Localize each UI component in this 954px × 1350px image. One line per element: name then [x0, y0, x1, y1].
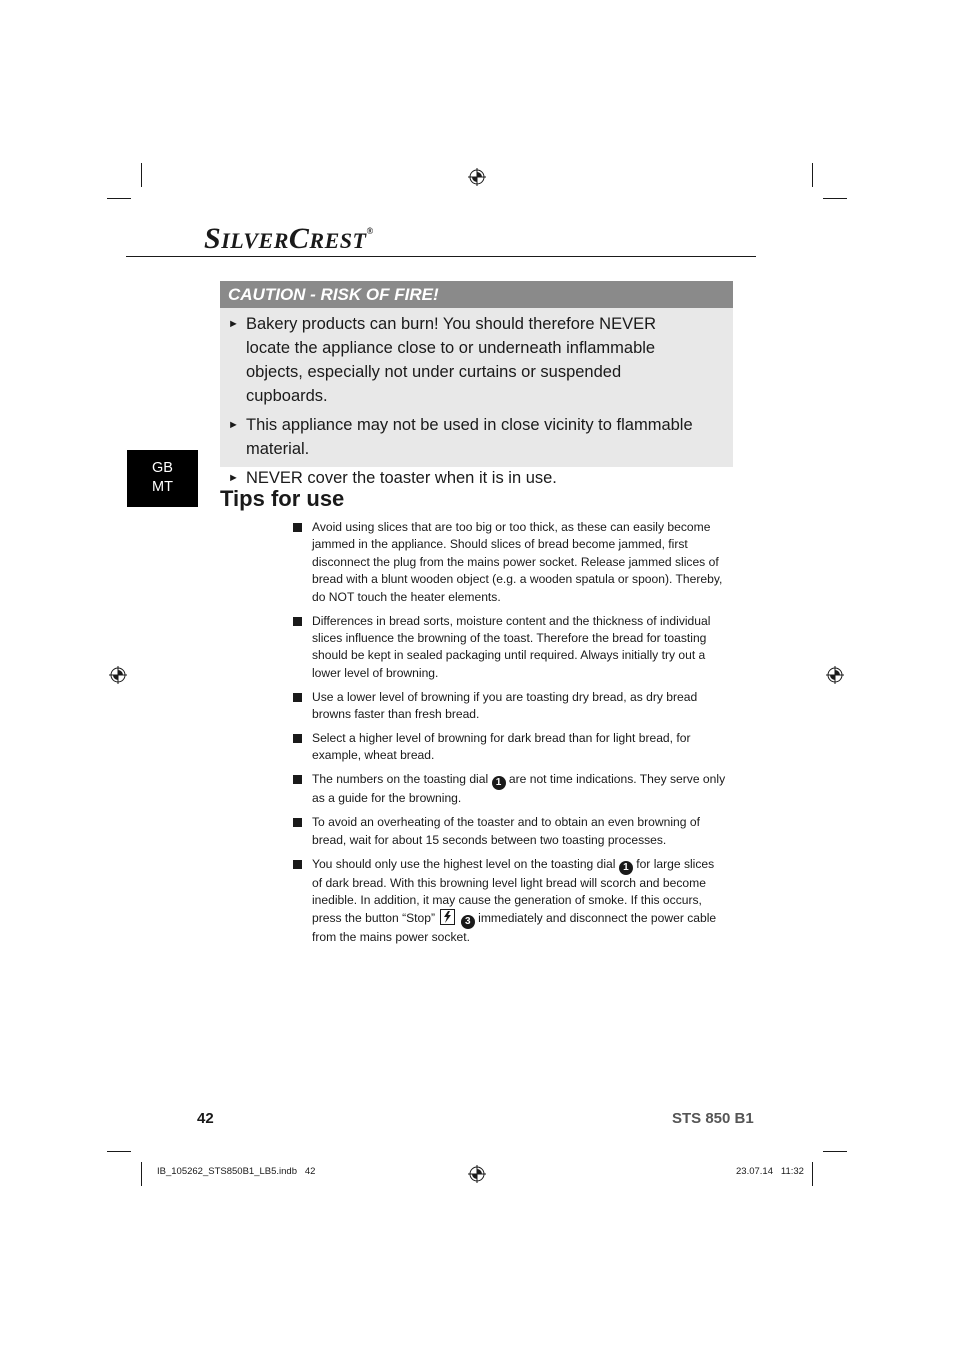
caution-item — [228, 312, 703, 408]
crop-mark-bottom-left-h — [107, 1151, 131, 1152]
tip-item — [292, 689, 727, 724]
crop-mark-bottom-right-h — [823, 1151, 847, 1152]
logo-letter: C — [288, 222, 310, 255]
crop-mark-top-left-v — [141, 163, 142, 187]
caution-item-text: NEVER cover the toaster when it is in use. — [246, 469, 557, 487]
brand-logo — [204, 222, 374, 256]
tip-item — [292, 856, 727, 947]
logo-letter: S — [204, 222, 222, 255]
square-bullet-icon — [293, 734, 302, 743]
tips-list — [292, 519, 727, 953]
arrow-bullet-icon: ► — [228, 318, 239, 330]
tip-item — [292, 613, 727, 683]
tip-text: Use a lower level of browning if you are toasting dry bread, as dry bread browns faster than fresh bread. — [312, 689, 698, 722]
language-tab — [127, 450, 198, 507]
caution-heading: CAUTION - RISK OF FIRE! — [220, 281, 733, 308]
tip-text: are not time indications. They serve only as a guide for the browning. — [312, 772, 726, 806]
registration-icon-right — [826, 666, 844, 684]
arrow-bullet-icon: ► — [228, 472, 239, 484]
square-bullet-icon — [293, 523, 302, 532]
caution-item — [228, 413, 703, 461]
tip-text: You should only use the highest level on the toasting dial — [312, 856, 616, 871]
language-code: MT — [152, 479, 173, 495]
tip-text: Differences in bread sorts, moisture content and the thickness of individual slices influence the browning of the toast. Therefore the bread for toasting should be kept in sealed packaging until required. Always initially try out a lower level of browning. — [312, 613, 711, 680]
model-number: STS 850 B1 — [672, 1110, 754, 1127]
square-bullet-icon — [293, 693, 302, 702]
square-bullet-icon — [293, 617, 302, 626]
callout-number: 1 — [492, 776, 506, 790]
crop-mark-top-right-v — [812, 163, 813, 187]
caution-item-text: This appliance may not be used in close vicinity to flammable material. — [246, 416, 693, 458]
crop-mark-bottom-left-v — [141, 1162, 142, 1186]
print-slug-date: 23.07.14 11:32 — [736, 1166, 804, 1177]
crop-mark-bottom-right-v — [812, 1162, 813, 1186]
callout-number: 1 — [619, 861, 633, 875]
language-code: GB — [152, 460, 173, 476]
caution-list — [220, 308, 733, 490]
square-bullet-icon — [293, 818, 302, 827]
logo-letters: ILVER — [221, 228, 289, 253]
tip-text: Avoid using slices that are too big or too thick, as these can easily become jammed in the appliance. Should slices of bread become jammed, first disconnect the plug from the mains power socket. Release jammed slices of bread with a blunt wooden object (e.g. a wooden spatula or spoon). Thereby, do NOT touch the heater elements. — [312, 520, 723, 604]
logo-registered-mark: ® — [366, 226, 374, 236]
registration-icon-bottom — [468, 1165, 486, 1183]
stop-lever-icon — [440, 909, 455, 925]
logo-letters: REST — [309, 228, 367, 253]
tip-text: Select a higher level of browning for dark bread than for light bread, for example, wheat bread. — [312, 730, 691, 763]
square-bullet-icon — [293, 860, 302, 869]
caution-box — [220, 281, 733, 487]
tip-item — [292, 771, 727, 807]
registration-icon-left — [109, 666, 127, 684]
registration-icon-top — [468, 168, 486, 186]
tip-item — [292, 730, 727, 765]
callout-number: 3 — [461, 915, 475, 929]
square-bullet-icon — [293, 775, 302, 784]
arrow-bullet-icon: ► — [228, 419, 239, 431]
page-number: 42 — [197, 1110, 214, 1127]
tip-text: To avoid an overheating of the toaster and to obtain an even browning of bread, wait for about 15 seconds between two toasting processes. — [312, 815, 700, 847]
tip-text: immediately and disconnect the power cable from the mains power socket. — [312, 911, 717, 945]
section-title: Tips for use — [220, 486, 345, 511]
crop-mark-top-right-h — [823, 198, 847, 199]
tip-item — [292, 519, 727, 606]
tip-text: for large slices of dark bread. With this browning level light bread will scorch and become inedible. In addition, it may cause the generation of smoke. If this occurs, press the button “Stop” — [312, 856, 715, 926]
print-slug-file: IB_105262_STS850B1_LB5.indb 42 — [157, 1166, 316, 1177]
header-rule — [126, 256, 756, 257]
tip-text: The numbers on the toasting dial — [312, 772, 489, 787]
caution-item-text: Bakery products can burn! You should therefore NEVER locate the appliance close to or underneath inflammable objects, especially not under curtains or suspended cupboards. — [246, 315, 656, 405]
crop-mark-top-left-h — [107, 198, 131, 199]
tip-item — [292, 814, 727, 849]
